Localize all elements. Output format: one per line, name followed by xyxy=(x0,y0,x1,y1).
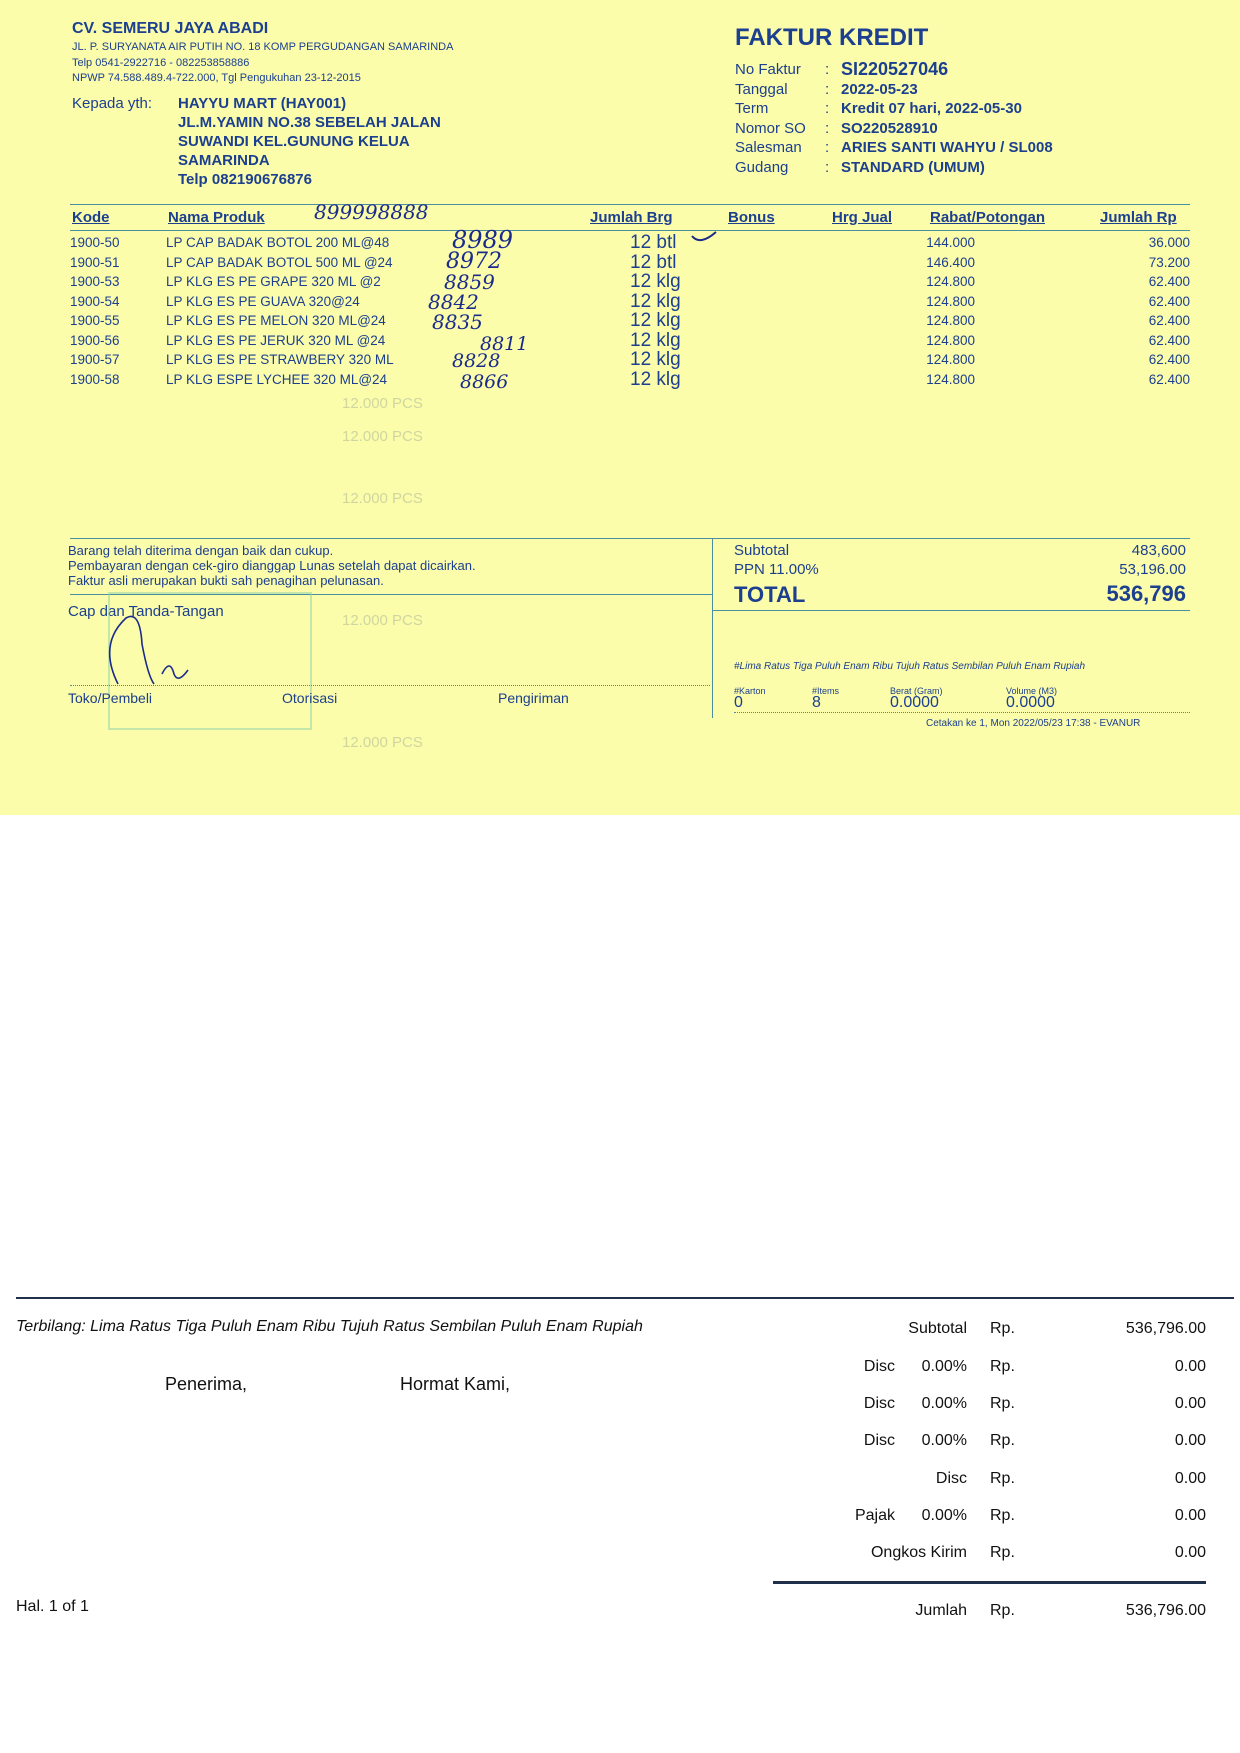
subtotal-label: Subtotal xyxy=(734,542,790,559)
summary-label: Pajak xyxy=(854,1507,895,1524)
customer-label: Kepada yth: xyxy=(72,95,153,112)
item-kode: 1900-50 xyxy=(70,235,120,250)
item-qty: 12 btl xyxy=(630,232,677,253)
meta-gudang xyxy=(735,158,1053,178)
summary-rp: Rp. xyxy=(990,1507,1015,1524)
summary-rp: Rp. xyxy=(990,1470,1015,1487)
jumlah-label: Jumlah xyxy=(915,1602,967,1619)
summary-pct: 0.00% xyxy=(921,1358,967,1375)
table-row xyxy=(70,368,1190,392)
meta-label: Tanggal xyxy=(735,80,788,98)
table-top-rule xyxy=(70,204,1190,205)
item-harga: 124.800 xyxy=(926,313,975,328)
company-telp: Telp 0541-2922716 - 082253858886 xyxy=(72,57,250,69)
item-list xyxy=(70,232,1190,391)
show-through-text: 12.000 PCS xyxy=(342,490,423,507)
item-harga: 124.800 xyxy=(926,293,975,309)
signature-otorisasi: Otorisasi xyxy=(282,690,338,706)
penerima-label: Penerima, xyxy=(165,1374,248,1394)
col-jumlah-brg: Jumlah Brg xyxy=(590,209,673,226)
meta-value: 2022-05-23 xyxy=(841,80,918,98)
cap-label: Cap dan Tanda-Tangan xyxy=(68,603,224,620)
item-nama: LP KLG ES PE GRAPE 320 ML @2 xyxy=(166,274,381,289)
bottom-top-rule xyxy=(16,1297,1234,1299)
company-name: CV. SEMERU JAYA ABADI xyxy=(72,20,269,37)
meta-colon: : xyxy=(825,119,830,137)
summary-label: Disc xyxy=(863,1358,895,1375)
summary-pct: 0.00% xyxy=(921,1395,967,1412)
summary-value: 0.00 xyxy=(1174,1470,1206,1487)
note-line: Pembayaran dengan cek-giro dianggap Lunas setelah dapat dicairkan. xyxy=(68,558,476,573)
item-jumlah: 62.400 xyxy=(1148,371,1190,387)
document-title: FAKTUR KREDIT xyxy=(735,24,929,51)
summary-label: Ongkos Kirim xyxy=(870,1544,967,1561)
summary-value: 0.00 xyxy=(1174,1395,1206,1412)
item-harga: 124.800 xyxy=(926,352,975,367)
summary-rp: Rp. xyxy=(990,1432,1015,1449)
handwritten-code: 8811 xyxy=(480,333,529,355)
col-bonus: Bonus xyxy=(728,209,775,226)
customer-line: SUWANDI KEL.GUNUNG KELUA xyxy=(178,133,410,150)
item-qty: 12 klg xyxy=(630,271,681,292)
handwritten-code: 8828 xyxy=(452,350,501,372)
stats-rule xyxy=(734,712,1190,713)
handwritten-header-code: 899998888 xyxy=(314,200,429,224)
item-harga: 146.400 xyxy=(926,254,975,270)
total-label: TOTAL xyxy=(734,582,806,607)
stat-karton-value: 0 xyxy=(734,694,743,711)
invoice-meta xyxy=(735,60,1053,177)
item-jumlah: 62.400 xyxy=(1148,293,1190,309)
handwritten-code: 8972 xyxy=(446,249,502,274)
footer-top-rule xyxy=(70,538,1190,539)
jumlah-value: 536,796.00 xyxy=(1125,1602,1206,1619)
subtotal-value: 483,600 xyxy=(1131,542,1186,559)
item-jumlah: 62.400 xyxy=(1148,352,1190,367)
meta-colon: : xyxy=(825,61,830,78)
table-header-rule xyxy=(70,230,1190,231)
item-qty: 12 klg xyxy=(630,290,681,312)
stat-items-value: 8 xyxy=(812,694,821,711)
ppn-value: 53,196.00 xyxy=(1119,561,1186,578)
cetakan-info: Cetakan ke 1, Mon 2022/05/23 17:38 - EVANUR xyxy=(926,718,1141,729)
col-nama-produk: Nama Produk xyxy=(168,209,265,226)
summary-value: 0.00 xyxy=(1174,1432,1206,1449)
summary-rp: Rp. xyxy=(990,1358,1015,1375)
item-nama: LP CAP BADAK BOTOL 200 ML@48 xyxy=(166,235,390,250)
meta-value: STANDARD (UMUM) xyxy=(841,158,985,176)
jumlah-rp: Rp. xyxy=(990,1602,1015,1619)
item-nama: LP KLG ESPE LYCHEE 320 ML@24 xyxy=(166,371,388,387)
meta-value: ARIES SANTI WAHYU / SL008 xyxy=(841,139,1053,156)
stat-karton-label: #Karton xyxy=(734,686,766,696)
item-nama: LP KLG ES PE GUAVA 320@24 xyxy=(166,293,360,309)
col-hrg-jual: Hrg Jual xyxy=(832,209,893,226)
summary-value: 0.00 xyxy=(1174,1507,1206,1524)
show-through-text: 12.000 PCS xyxy=(342,612,423,629)
meta-label: Nomor SO xyxy=(735,119,806,137)
stat-volume-label: Volume (M3) xyxy=(1006,686,1058,696)
customer-line: Telp 082190676876 xyxy=(178,171,312,188)
footer-divider xyxy=(712,538,713,718)
summary-value: 0.00 xyxy=(1174,1358,1206,1375)
item-qty: 12 klg xyxy=(630,329,681,351)
note-line: Faktur asli merupakan bukti sah penagihan pelunasan. xyxy=(68,573,384,588)
handwritten-code: 8842 xyxy=(428,290,479,314)
stat-berat-value: 0.0000 xyxy=(890,694,939,711)
item-nama: LP KLG ES PE MELON 320 ML@24 xyxy=(166,313,386,328)
meta-label: Salesman xyxy=(735,139,802,156)
handwritten-code: 8866 xyxy=(460,371,509,393)
item-harga: 144.000 xyxy=(926,235,975,250)
item-kode: 1900-53 xyxy=(70,274,120,289)
customer-line: SAMARINDA xyxy=(178,152,270,169)
item-kode: 1900-54 xyxy=(70,293,120,309)
meta-colon: : xyxy=(825,158,830,176)
show-through-text: 12.000 PCS xyxy=(342,734,423,751)
col-kode: Kode xyxy=(72,209,110,226)
item-kode: 1900-51 xyxy=(70,254,120,270)
company-address: JL. P. SURYANATA AIR PUTIH NO. 18 KOMP PERGUDANGAN SAMARINDA xyxy=(72,41,454,53)
item-jumlah: 62.400 xyxy=(1148,313,1190,328)
handwritten-checkmark-icon xyxy=(690,230,720,246)
meta-colon: : xyxy=(825,80,830,98)
meta-tanggal xyxy=(735,80,1053,100)
show-through-text: 12.000 PCS xyxy=(342,395,423,412)
summary-pct: 0.00% xyxy=(921,1507,967,1524)
handwritten-code: 8859 xyxy=(444,270,495,294)
meta-no-faktur xyxy=(735,60,1053,80)
item-qty: 12 klg xyxy=(630,349,681,370)
summary-rp: Rp. xyxy=(990,1395,1015,1412)
meta-value: Kredit 07 hari, 2022-05-30 xyxy=(841,100,1022,117)
col-rabat: Rabat/Potongan xyxy=(930,209,1045,226)
meta-term xyxy=(735,99,1053,119)
item-harga: 124.800 xyxy=(926,332,975,348)
item-jumlah: 73.200 xyxy=(1148,254,1190,270)
show-through-text: 12.000 PCS xyxy=(342,428,423,445)
item-harga: 124.800 xyxy=(926,274,975,289)
stat-berat-label: Berat (Gram) xyxy=(890,686,943,696)
stat-items-label: #Items xyxy=(812,686,840,696)
total-rule xyxy=(712,610,1190,611)
item-nama: LP KLG ES PE JERUK 320 ML @24 xyxy=(166,332,386,348)
customer-line: JL.M.YAMIN NO.38 SEBELAH JALAN xyxy=(178,114,441,131)
summary-label: Disc xyxy=(863,1395,895,1412)
summary-label: Disc xyxy=(863,1432,895,1449)
summary-label: Subtotal xyxy=(908,1320,967,1337)
item-jumlah: 62.400 xyxy=(1148,332,1190,348)
item-qty: 12 klg xyxy=(630,310,681,331)
summary-rp: Rp. xyxy=(990,1544,1015,1561)
item-kode: 1900-58 xyxy=(70,371,120,387)
customer-block xyxy=(178,94,441,189)
item-nama: LP KLG ES PE STRAWBERY 320 ML xyxy=(166,352,394,367)
meta-label: Term xyxy=(735,100,769,117)
signature-icon xyxy=(78,604,218,694)
handwritten-code: 8835 xyxy=(432,310,483,334)
meta-value: SO220528910 xyxy=(841,119,938,137)
meta-colon: : xyxy=(825,100,830,117)
jumlah-rule xyxy=(773,1581,1206,1584)
summary-value: 0.00 xyxy=(1174,1544,1206,1561)
page-number: Hal. 1 of 1 xyxy=(16,1598,89,1615)
item-nama: LP CAP BADAK BOTOL 500 ML @24 xyxy=(166,254,393,270)
item-jumlah: 36.000 xyxy=(1148,235,1190,250)
item-qty: 12 klg xyxy=(630,368,681,390)
summary-label: Disc xyxy=(935,1470,967,1487)
summary-pct: 0.00% xyxy=(921,1432,967,1449)
handwritten-code: 8989 xyxy=(452,226,514,254)
customer-line: HAYYU MART (HAY001) xyxy=(178,95,347,112)
meta-salesman xyxy=(735,138,1053,158)
note-line: Barang telah diterima dengan baik dan cukup. xyxy=(68,543,334,558)
meta-label: Gudang xyxy=(735,158,789,176)
terbilang-text: Terbilang: Lima Ratus Tiga Puluh Enam Ribu Tujuh Ratus Sembilan Puluh Enam Rupiah xyxy=(16,1318,643,1335)
summary-rp: Rp. xyxy=(990,1320,1015,1337)
col-jumlah-rp: Jumlah Rp xyxy=(1100,209,1177,226)
terbilang-small: #Lima Ratus Tiga Puluh Enam Ribu Tujuh Ratus Sembilan Puluh Enam Rupiah xyxy=(734,661,1086,672)
item-qty: 12 btl xyxy=(630,251,677,273)
signature-toko: Toko/Pembeli xyxy=(68,690,153,706)
meta-label: No Faktur xyxy=(735,61,801,78)
item-kode: 1900-56 xyxy=(70,332,120,348)
meta-colon: : xyxy=(825,139,830,156)
signature-line xyxy=(70,685,710,686)
stat-volume-value: 0.0000 xyxy=(1006,694,1055,711)
item-harga: 124.800 xyxy=(926,371,975,387)
summary-value: 536,796.00 xyxy=(1125,1320,1206,1337)
meta-nomor-so xyxy=(735,119,1053,139)
total-value: 536,796 xyxy=(1106,581,1186,606)
hormat-label: Hormat Kami, xyxy=(400,1374,511,1394)
signature-pengiriman: Pengiriman xyxy=(498,690,569,706)
item-kode: 1900-55 xyxy=(70,313,120,328)
company-npwp: NPWP 74.588.489.4-722.000, Tgl Pengukuhan 23-12-2015 xyxy=(72,72,361,84)
item-jumlah: 62.400 xyxy=(1148,274,1190,289)
meta-value: SI220527046 xyxy=(841,59,949,79)
item-kode: 1900-57 xyxy=(70,352,120,367)
ppn-label: PPN 11.00% xyxy=(734,561,819,578)
